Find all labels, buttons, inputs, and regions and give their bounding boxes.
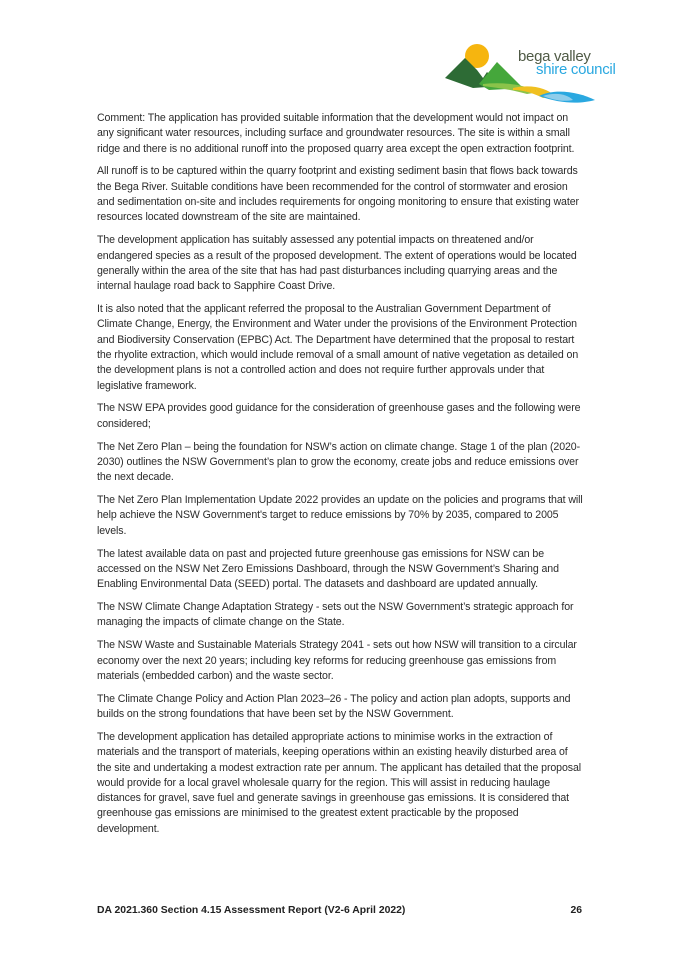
paragraph: The Climate Change Policy and Action Plan 2023–26 - The policy and action plan adopts, supports and builds on the strong foundations that have been set by the NSW Government. [97, 692, 571, 721]
paragraph: The development application has detailed appropriate actions to minimise works in the extraction of materials and the transport of materials, keeping operations within an existing heavily disturbed area of the site and undertaking a modest extraction rate per annum. The applicant has detailed that the proposal would provide for a local gravel wholesale quarry for the region. This will assist in reducing haulage distances for gravel, save fuel and generate savings in greenhouse gas emissions. It is considered that greenhouse gas emissions are minimised to the greatest extent practicable by the proposed development. [97, 730, 581, 835]
paragraph: The NSW Waste and Sustainable Materials Strategy 2041 - sets out how NSW will transition to a circular economy over the next 20 years; including key reforms for reducing greenhouse gas emissions from materials (embedded carbon) and the waste sector. [97, 639, 577, 682]
paragraph: The Net Zero Plan Implementation Update 2022 provides an update on the policies and programs that will help achieve the NSW Government's target to reduce emissions by 70% by 2035, compared to 2005 levels. [97, 494, 583, 537]
footer-document-title: DA 2021.360 Section 4.15 Assessment Report (V2-6 April 2022) [97, 905, 406, 916]
paragraph: The development application has suitably assessed any potential impacts on threatened and/or endangered species as a result of the proposed development. The extent of operations would be located generally within the area of the site that has had past disturbances including quarrying areas and the internal haulage road back to Sapphire Coast Drive. [97, 234, 577, 293]
paragraph: The NSW Climate Change Adaptation Strategy - sets out the NSW Government’s strategic approach for managing the impacts of climate change on the State. [97, 601, 574, 629]
paragraph: The latest available data on past and projected future greenhouse gas emissions for NSW can be accessed on the NSW Net Zero Emissions Dashboard, through the NSW Government’s Sharing and Enabling Environmental Data (SEED) portal. The datasets and dashboard are updated annually. [97, 547, 559, 591]
paragraph: It is also noted that the applicant referred the proposal to the Australian Government Department of Climate Change, Energy, the Environment and Water under the provisions of the Environment Protection and Biodiversity Conservation (EPBC) Act. The Department have determined that the proposal to restart the rhyolite extraction, which would include removal of a small amount of native vegetation as detailed on the development plans is not a controlled action and does not require further approvals under that legislative framework. [97, 303, 579, 392]
paragraph: The NSW EPA provides good guidance for the consideration of greenhouse gases and the following were considered; [97, 402, 581, 430]
paragraph: Comment: The application has provided suitable information that the development would not impact on any significant water resources, including surface and groundwater resources. The site is within a small ridge and there is no additional runoff into the proposed quarry area except the open extraction footprint. [97, 112, 575, 155]
paragraph: All runoff is to be captured within the quarry footprint and existing sediment basin that flows back towards the Bega River. Suitable conditions have been recommended for the control of stormwater and erosion and sedimentation on-site and includes requirements for ongoing monitoring to ensure that existing water resources located downstream of the site are maintained. [97, 165, 579, 224]
council-logo [443, 42, 623, 122]
page-number: 26 [570, 905, 582, 916]
logo-text-shire-council: shire council [536, 61, 616, 78]
logo-text-bega-valley: bega valley [518, 48, 591, 65]
document-body [97, 111, 583, 845]
page-footer [97, 905, 582, 916]
paragraph: The Net Zero Plan – being the foundation for NSW’s action on climate change. Stage 1 of the plan (2020-2030) outlines the NSW Government’s plan to grow the economy, create jobs and reduce emissions over the next decade. [97, 440, 581, 484]
